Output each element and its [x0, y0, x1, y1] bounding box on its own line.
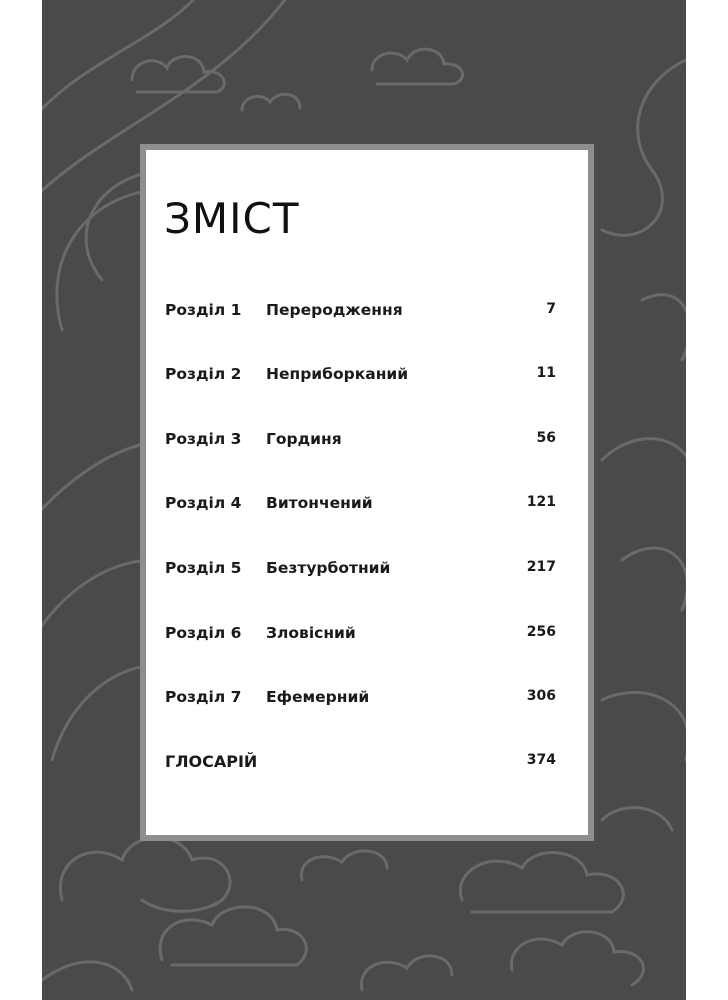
chapter-page: 11 — [536, 365, 556, 381]
chapter-name: Неприборканий — [266, 365, 409, 383]
glossary-label: ГЛОСАРІЙ — [165, 752, 258, 771]
chapter-page: 306 — [526, 688, 556, 704]
toc-title: ЗМІСТ — [164, 194, 300, 243]
chapter-name: Ефемерний — [266, 688, 370, 706]
chapter-number: Розділ 6 — [165, 624, 242, 642]
chapter-number: Розділ 3 — [165, 430, 242, 448]
toc-row[interactable] — [146, 365, 588, 389]
toc-card — [140, 144, 594, 841]
toc-row[interactable] — [146, 624, 588, 648]
chapter-name: Безтурботний — [266, 559, 391, 577]
toc-row[interactable] — [146, 430, 588, 454]
chapter-page: 217 — [526, 559, 556, 575]
book-page — [42, 0, 686, 1000]
chapter-number: Розділ 7 — [165, 688, 242, 706]
toc-row-glossary[interactable] — [146, 752, 588, 776]
chapter-name: Гординя — [266, 430, 342, 448]
toc-row[interactable] — [146, 301, 588, 325]
toc-card-inner — [146, 150, 588, 835]
chapter-number: Розділ 5 — [165, 559, 242, 577]
chapter-page: 56 — [536, 430, 556, 446]
toc-row[interactable] — [146, 494, 588, 518]
toc-row[interactable] — [146, 688, 588, 712]
chapter-page: 121 — [526, 494, 556, 510]
chapter-number: Розділ 2 — [165, 365, 242, 383]
chapter-name: Витончений — [266, 494, 373, 512]
glossary-page: 374 — [526, 752, 556, 768]
chapter-name: Переродження — [266, 301, 403, 319]
chapter-name: Зловісний — [266, 624, 356, 642]
chapter-page: 256 — [526, 624, 556, 640]
toc-row[interactable] — [146, 559, 588, 583]
chapter-page: 7 — [546, 301, 556, 317]
chapter-number: Розділ 1 — [165, 301, 242, 319]
chapter-number: Розділ 4 — [165, 494, 242, 512]
